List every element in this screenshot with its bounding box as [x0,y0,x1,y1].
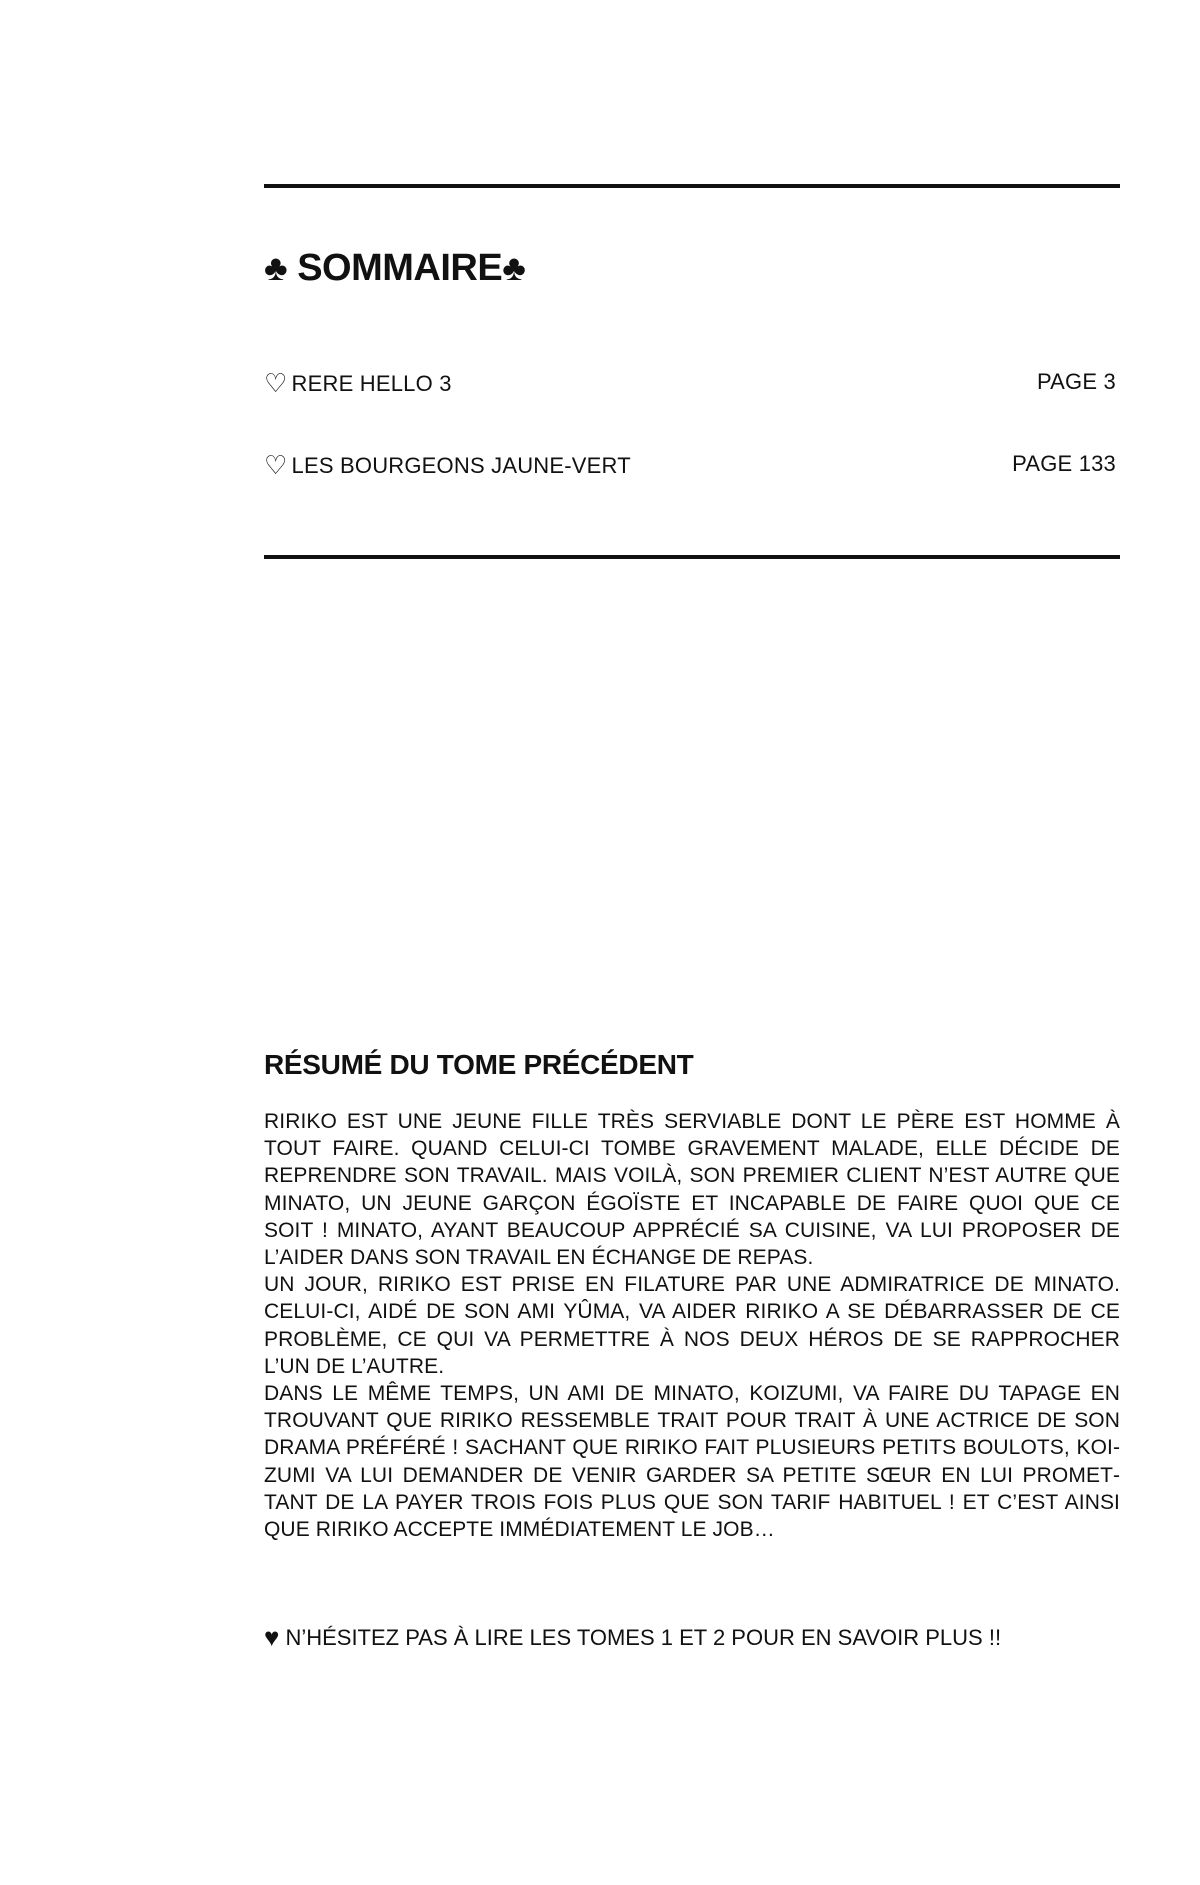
resume-paragraph: UN JOUR, RIRIKO EST PRISE EN FILATURE PAR UNE ADMIRATRICE DE MINATO. CELUI-CI, AIDÉ DE SON AMI YÛMA, VA AIDER RIRIKO A SE DÉBARRASSER DE CE PROBLÈME, CE QUI VA PERMETTRE À NOS DEUX HÉROS DE SE RAPPROCHER L’UN DE L’AUTRE. [264,1273,1120,1378]
toc-entry-page: PAGE 3 [1036,369,1116,394]
resume-paragraph: DANS LE MÊME TEMPS, UN AMI DE MINATO, KOIZUMI, VA FAIRE DU TAPAGE EN TROUVANT QUE RIRIKO RESSEMBLE TRAIT POUR TRAIT À UNE ACTRICE DE SON DRAMA PRÉFÉRÉ ! SACHANT QUE RIRIKO FAIT PLUSIEURS PETITS BOULOTS, KOIZUMI VA LUI DEMANDER DE VENIR GARDER SA PETITE SŒUR EN LUI PROMETTANT DE LA PAYER TROIS FOIS PLUS QUE SON TARIF HABITUEL ! ET C’EST AINSI QUE RIRIKO ACCEPTE IMMÉDIATEMENT LE JOB… [264,1382,1120,1542]
footer-note [264,1622,1001,1652]
toc-entry-title: RERE HELLO 3 [291,371,452,396]
bottom-divider [264,555,1120,559]
footer-note-text: N’HÉSITEZ PAS À LIRE LES TOMES 1 ET 2 POUR EN SAVOIR PLUS !! [285,1625,1002,1650]
toc-entry-label [264,450,631,480]
club-icon: ♣ [264,247,288,288]
toc-entry-label [264,368,452,398]
resume-heading: RÉSUMÉ DU TOME PRÉCÉDENT [264,1049,694,1080]
toc-entry-page: PAGE 133 [1012,451,1116,476]
toc-title-text: SOMMAIRE [297,247,503,289]
resume-body [264,1108,1120,1543]
toc-entry-title: LES BOURGEONS JAUNE-VERT [291,453,631,478]
top-divider [264,184,1120,188]
heart-outline-icon: ♡ [264,368,288,398]
toc-title [264,245,525,291]
resume-paragraph: RIRIKO EST UNE JEUNE FILLE TRÈS SERVIABLE DONT LE PÈRE EST HOMME À TOUT FAIRE. QUAND CELUI-CI TOMBE GRAVEMENT MALADE, ELLE DÉCIDE DE REPRENDRE SON TRAVAIL. MAIS VOILÀ, SON PREMIER CLIENT N’EST AUTRE QUE MINATO, UN JEUNE GARÇON ÉGOÏSTE ET INCAPABLE DE FAIRE QUOI QUE CE SOIT ! MINATO, AYANT BEAUCOUP APPRÉCIÉ SA CUISINE, VA LUI PROPOSER DE L’AIDER DANS SON TRAVAIL EN ÉCHANGE DE REPAS. [264,1110,1120,1270]
club-icon: ♣ [502,247,526,288]
heart-solid-icon: ♥ [264,1622,280,1652]
heart-outline-icon: ♡ [264,450,288,480]
